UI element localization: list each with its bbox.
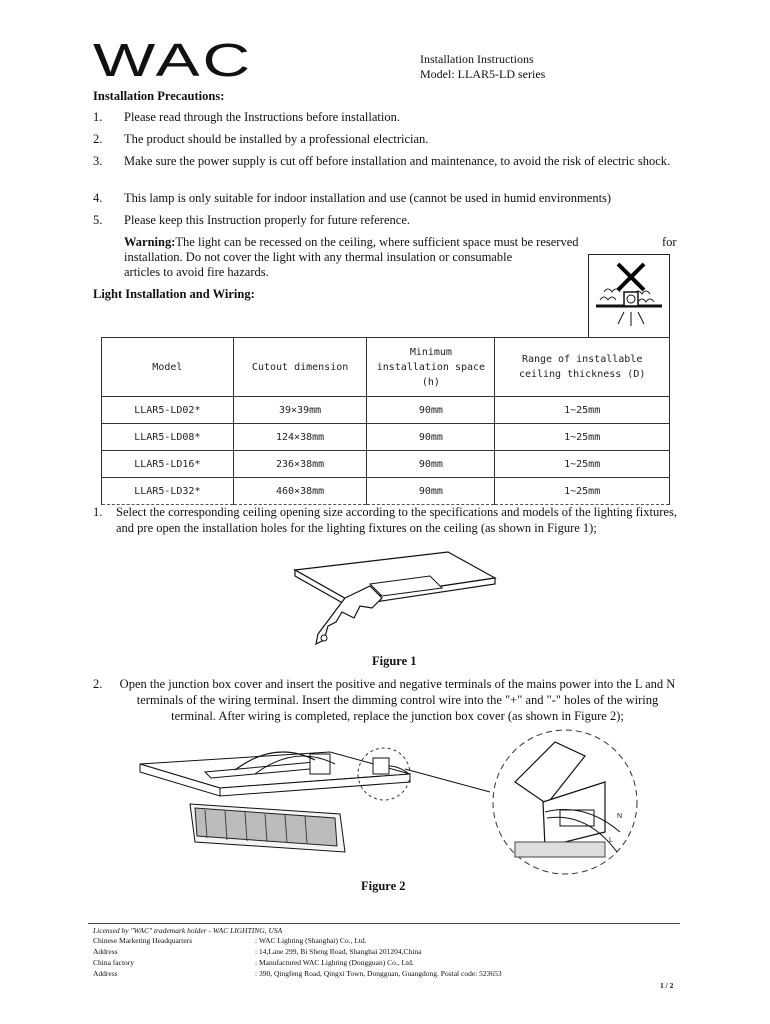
- footer-license: Licensed by "WAC" trademark holder - WAC LIGHTING, USA: [93, 926, 283, 935]
- warning-text-1: The light can be recessed on the ceiling, where sufficient space must be reserved: [175, 235, 579, 249]
- step-number: 1.: [93, 505, 103, 519]
- step-text: Select the corresponding ceiling opening size according to the specifications and models of the lighting fixtures, and pre open the installation holes for the lighting fixtures on the ceiling (as shown in Figure 1);: [116, 505, 677, 535]
- footer-values: [255, 935, 675, 979]
- step-text: Open the junction box cover and insert the positive and negative terminals of the mains power into the L and N terminals of the wiring terminal. Insert the dimming control wire into the "+" and "-" holes of the wiring terminal. After wiring is completed, replace the junction box cover (as shown in Figure 2);: [119, 677, 676, 723]
- spec-table: [101, 337, 670, 505]
- figure-1-caption: Figure 1: [372, 654, 417, 668]
- warning-line-1: [124, 235, 644, 250]
- precaution-item: [93, 132, 693, 147]
- precautions-title: Installation Precautions:: [93, 89, 225, 103]
- footer-divider: [88, 923, 680, 924]
- item-text: Please keep this Instruction properly for future reference.: [124, 213, 410, 227]
- item-text: The product should be installed by a professional electrician.: [124, 132, 429, 146]
- precaution-item: [93, 191, 693, 206]
- warning-label: Warning:: [124, 235, 176, 249]
- cell-space: 90mm: [367, 478, 495, 505]
- footer-labels: [93, 935, 253, 979]
- item-text: Make sure the power supply is cut off before installation and maintenance, to avoid the risk of electric shock.: [124, 154, 671, 168]
- cell-cutout: 39×39mm: [233, 397, 367, 424]
- cell-thickness: 1~25mm: [495, 397, 670, 424]
- footer-label: China factory: [93, 958, 135, 967]
- footer-value: : WAC Lighting (Shanghai) Co., Ltd.: [255, 936, 367, 945]
- table-row: [102, 397, 670, 424]
- item-number: 3.: [93, 154, 103, 168]
- precaution-item: [93, 213, 693, 228]
- footer-value: : Manufactured WAC Lighting (Dongguan) Co., Ltd.: [255, 958, 414, 967]
- wiring-section-title: Light Installation and Wiring:: [93, 287, 255, 301]
- page-number: 1 / 2: [660, 981, 674, 990]
- figure-2-wiring-drawing: [135, 722, 645, 877]
- terminal-label-n: N: [617, 813, 623, 820]
- cell-cutout: 236×38mm: [233, 451, 367, 478]
- precaution-item: [93, 110, 693, 125]
- figure-2-caption: Figure 2: [361, 879, 406, 893]
- table-header-row: [102, 338, 670, 397]
- logo-text: WAC: [93, 40, 253, 80]
- cell-cutout: 460×38mm: [233, 478, 367, 505]
- item-number: 4.: [93, 191, 103, 205]
- table-row: [102, 451, 670, 478]
- cell-thickness: 1~25mm: [495, 451, 670, 478]
- cell-thickness: 1~25mm: [495, 424, 670, 451]
- step-number: 2.: [93, 677, 103, 691]
- footer-label: Address: [93, 969, 118, 978]
- cell-model: LLAR5-LD08*: [102, 424, 234, 451]
- cell-thickness: 1~25mm: [495, 478, 670, 505]
- cell-model: LLAR5-LD02*: [102, 397, 234, 424]
- item-number: 2.: [93, 132, 103, 146]
- item-number: 1.: [93, 110, 103, 124]
- header-title: Installation Instructions: [420, 52, 534, 66]
- col-model: Model: [102, 338, 234, 397]
- cell-space: 90mm: [367, 451, 495, 478]
- table-row: [102, 424, 670, 451]
- cell-model: LLAR5-LD32*: [102, 478, 234, 505]
- item-number: 5.: [93, 213, 103, 227]
- terminal-label-l: L: [609, 837, 613, 844]
- col-cutout: Cutout dimension: [233, 338, 367, 397]
- table-row: [102, 478, 670, 505]
- warning-for: for: [662, 235, 677, 249]
- warning-text-2: installation. Do not cover the light with any thermal insulation or consumable: [124, 250, 513, 264]
- warning-text-3: articles to avoid fire hazards.: [124, 265, 269, 279]
- footer-value: : 390, Qingfeng Road, Qingxi Town, Dongguan, Guangdong. Postal code: 523653: [255, 969, 502, 978]
- precaution-item: [93, 154, 693, 184]
- cell-space: 90mm: [367, 424, 495, 451]
- col-thickness: Range of installable ceiling thickness (D): [495, 338, 670, 397]
- footer-label: Address: [93, 947, 118, 956]
- figure-1-ceiling-cutout-drawing: [290, 548, 505, 651]
- no-insulation-warning-icon: [588, 254, 670, 338]
- cell-space: 90mm: [367, 397, 495, 424]
- item-text: Please read through the Instructions before installation.: [124, 110, 400, 124]
- document-header: [420, 52, 545, 82]
- footer-value: : 14,Lane 299, Bi Sheng Road, Shanghai 201204,China: [255, 947, 422, 956]
- item-text: This lamp is only suitable for indoor installation and use (cannot be used in humid environments): [124, 191, 612, 205]
- footer-label: Chinese Marketing Headquarters: [93, 936, 193, 945]
- col-min-space: Minimum installation space (h): [367, 338, 495, 397]
- cell-cutout: 124×38mm: [233, 424, 367, 451]
- header-model: Model: LLAR5-LD series: [420, 67, 546, 81]
- wac-logo: [93, 40, 258, 80]
- cell-model: LLAR5-LD16*: [102, 451, 234, 478]
